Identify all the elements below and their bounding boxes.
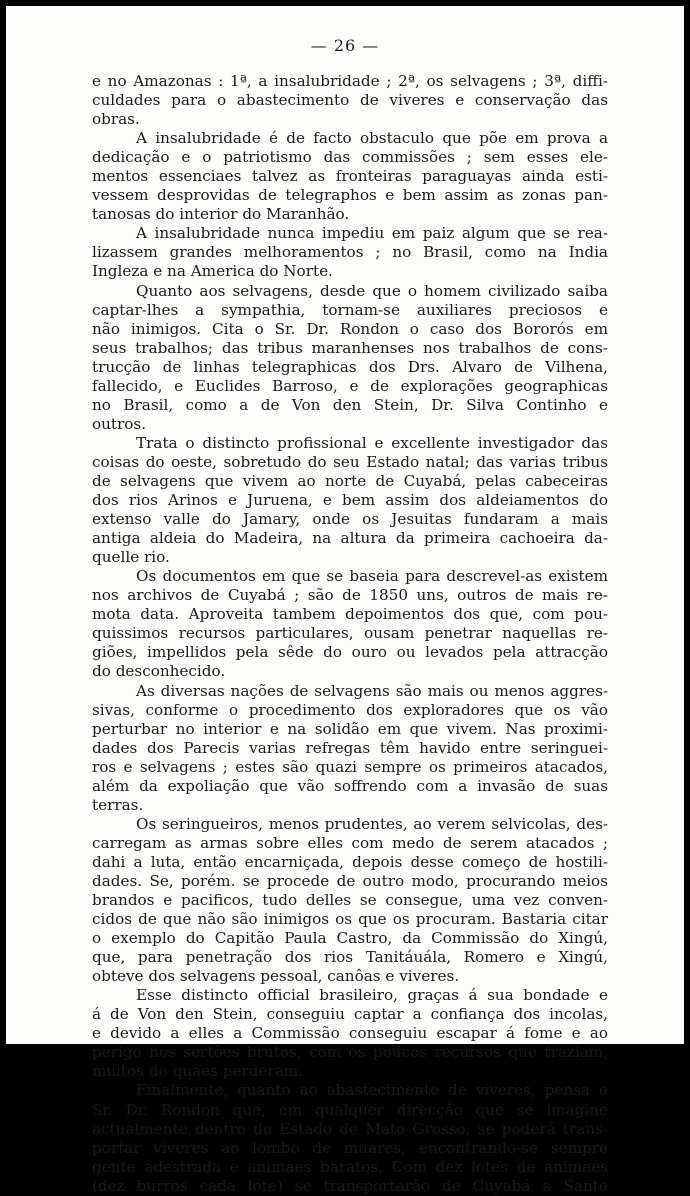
text-line: que, para penetração dos rios Tanitáuála, Romero e Xingú, xyxy=(92,948,608,967)
text-line: giões, impellidos pela sêde do ouro ou levados pela attracção xyxy=(92,643,608,662)
text-line: perigo nos sertões brutos, com os poucos recursos que traziam, xyxy=(92,1043,608,1062)
text-line: trucção de linhas telegraphicas dos Drs. Alvaro de Vilhena, xyxy=(92,357,608,376)
paragraph-first-line: Quanto aos selvagens, desde que o homem civilizado saiba xyxy=(136,281,608,300)
text-line: extenso valle do Jamary, onde os Jesuitas fundaram a mais xyxy=(92,510,608,529)
text-line: gente adestrada e animaes baratos. Com dez lotes de animaes xyxy=(92,1157,608,1176)
text-line: mentos essenciaes talvez as fronteiras paraguayas ainda esti- xyxy=(92,167,608,186)
text-line: obteve dos selvagens pessoal, canôas e viveres. xyxy=(92,967,460,986)
text-line: tanosas do interior do Maranhão. xyxy=(92,205,350,224)
text-line: não inimigos. Cita o Sr. Dr. Rondon o caso dos Bororós em xyxy=(92,319,608,338)
text-line: do desconhecido. xyxy=(92,662,226,681)
text-line: seus trabalhos; das tribus maranhenses nos trabalhos de cons- xyxy=(92,338,608,357)
text-line: terras. xyxy=(92,795,144,814)
paragraph-first-line: A insalubridade nunca impediu em paiz algum que se rea- xyxy=(136,224,608,243)
paragraph-first-line: Os documentos em que se baseia para descrevel-as existem xyxy=(136,567,608,586)
text-line: ros e selvagens ; estes são quazi sempre os primeiros atacados, xyxy=(92,757,608,776)
text-line: nos archivos de Cuyabá ; são de 1850 uns, outros de mais re- xyxy=(92,586,608,605)
text-line: carregam as armas sobre elles com medo de serem atacados ; xyxy=(92,833,608,852)
paragraph-first-line: As diversas nações de selvagens são mais ou menos aggres- xyxy=(136,681,608,700)
text-line: vessem desprovidas de telegraphos e bem assim as zonas pan- xyxy=(92,186,608,205)
text-line: á de Von den Stein, conseguiu captar a confiança dos incolas, xyxy=(92,1005,608,1024)
text-line: obras. xyxy=(92,110,140,129)
text-line: dades. Se, porém. se procede de outro modo, procurando meios xyxy=(92,871,608,890)
text-line: actualmente dentro do Estado de Mato Grosso, se poderá trans- xyxy=(92,1119,608,1138)
text-line: quissimos recursos particulares, ousam penetrar naquellas re- xyxy=(92,624,608,643)
text-line: perturbar no interior e na solidão em que vivem. Nas proximi- xyxy=(92,719,608,738)
text-line: dedicação e o patriotismo das commissões ; sem esses ele- xyxy=(92,148,608,167)
text-line: fallecido, e Euclides Barroso, e de explorações geographicas xyxy=(92,376,608,395)
text-line: dades dos Parecis varias refregas têm havido entre seringuei- xyxy=(92,738,608,757)
text-line: e no Amazonas : 1ª, a insalubridade ; 2ª, os selvagens ; 3ª, diffi- xyxy=(92,72,608,90)
paragraph-first-line: Finalmente, quanto ao abastecimento de viveres, pensa o xyxy=(136,1081,608,1100)
text-line: o exemplo do Capitão Paula Castro, da Commissão do Xingú, xyxy=(92,929,608,948)
text-line: captar-lhes a sympathia, tornam-se auxiliares preciosos e xyxy=(92,300,608,319)
paragraph-first-line: Esse distincto official brasileiro, graças á sua bondade e xyxy=(136,986,608,1005)
text-line: coisas do oeste, sobretudo do seu Estado natal; das varias tribus xyxy=(92,452,608,471)
text-line: quelle rio. xyxy=(92,548,170,567)
text-line: cidos de que não são inimigos os que os procuram. Bastaria citar xyxy=(92,910,608,929)
paragraph-first-line: Os seringueiros, menos prudentes, ao verem selvicolas, des- xyxy=(136,814,608,833)
text-line: de selvagens que vivem ao norte de Cuyabá, pelas cabeceiras xyxy=(92,471,608,490)
page-number: — 26 — xyxy=(310,36,380,55)
text-line: mota data. Aproveita tambem depoimentos dos que, com pou- xyxy=(92,605,608,624)
text-line: muitos do quaes perderam. xyxy=(92,1062,303,1081)
text-line: culdades para o abastecimento de viveres e conservação das xyxy=(92,91,608,110)
text-line: dos rios Arinos e Juruena, e bem assim dos aldeiamentos do xyxy=(92,491,608,510)
text-line: e devido a elles a Commissão conseguiu escapar á fome e ao xyxy=(92,1024,608,1043)
paragraph-first-line: A insalubridade é de facto obstaculo que põe em prova a xyxy=(136,129,608,148)
text-line: no Brasil, como a de Von den Stein, Dr. Silva Continho e xyxy=(92,395,608,414)
text-line: brandos e pacificos, tudo delles se consegue, uma vez conven- xyxy=(92,891,608,910)
body-text xyxy=(92,72,608,1196)
document-page xyxy=(6,6,684,1195)
text-line: além da expoliação que vão soffrendo com a invasão de suas xyxy=(92,776,608,795)
paragraph-first-line: Trata o distincto profissional e excellente investigador das xyxy=(136,433,608,452)
text-line: sivas, conforme o procedimento dos exploradores que os vão xyxy=(92,700,608,719)
text-line: Sr. Dr. Rondon que, em qualquer direcção que se imagine xyxy=(92,1100,608,1119)
text-line: lizassem grandes melhoramentos ; no Brasil, como na India xyxy=(92,243,608,262)
text-line: Ingleza e na America do Norte. xyxy=(92,262,333,281)
text-line: portar viveres ao lombo de muares, encontrando-se sempre xyxy=(92,1138,608,1157)
text-line: outros. xyxy=(92,414,147,433)
text-line: (dez burros cada lote) se transportarão de Cuyabá a Santo xyxy=(92,1176,608,1195)
text-line: dahi a luta, então encarniçada, depois desse começo de hostili- xyxy=(92,852,608,871)
text-line: antiga aldeia do Madeira, na altura da primeira cachoeira da- xyxy=(92,529,608,548)
